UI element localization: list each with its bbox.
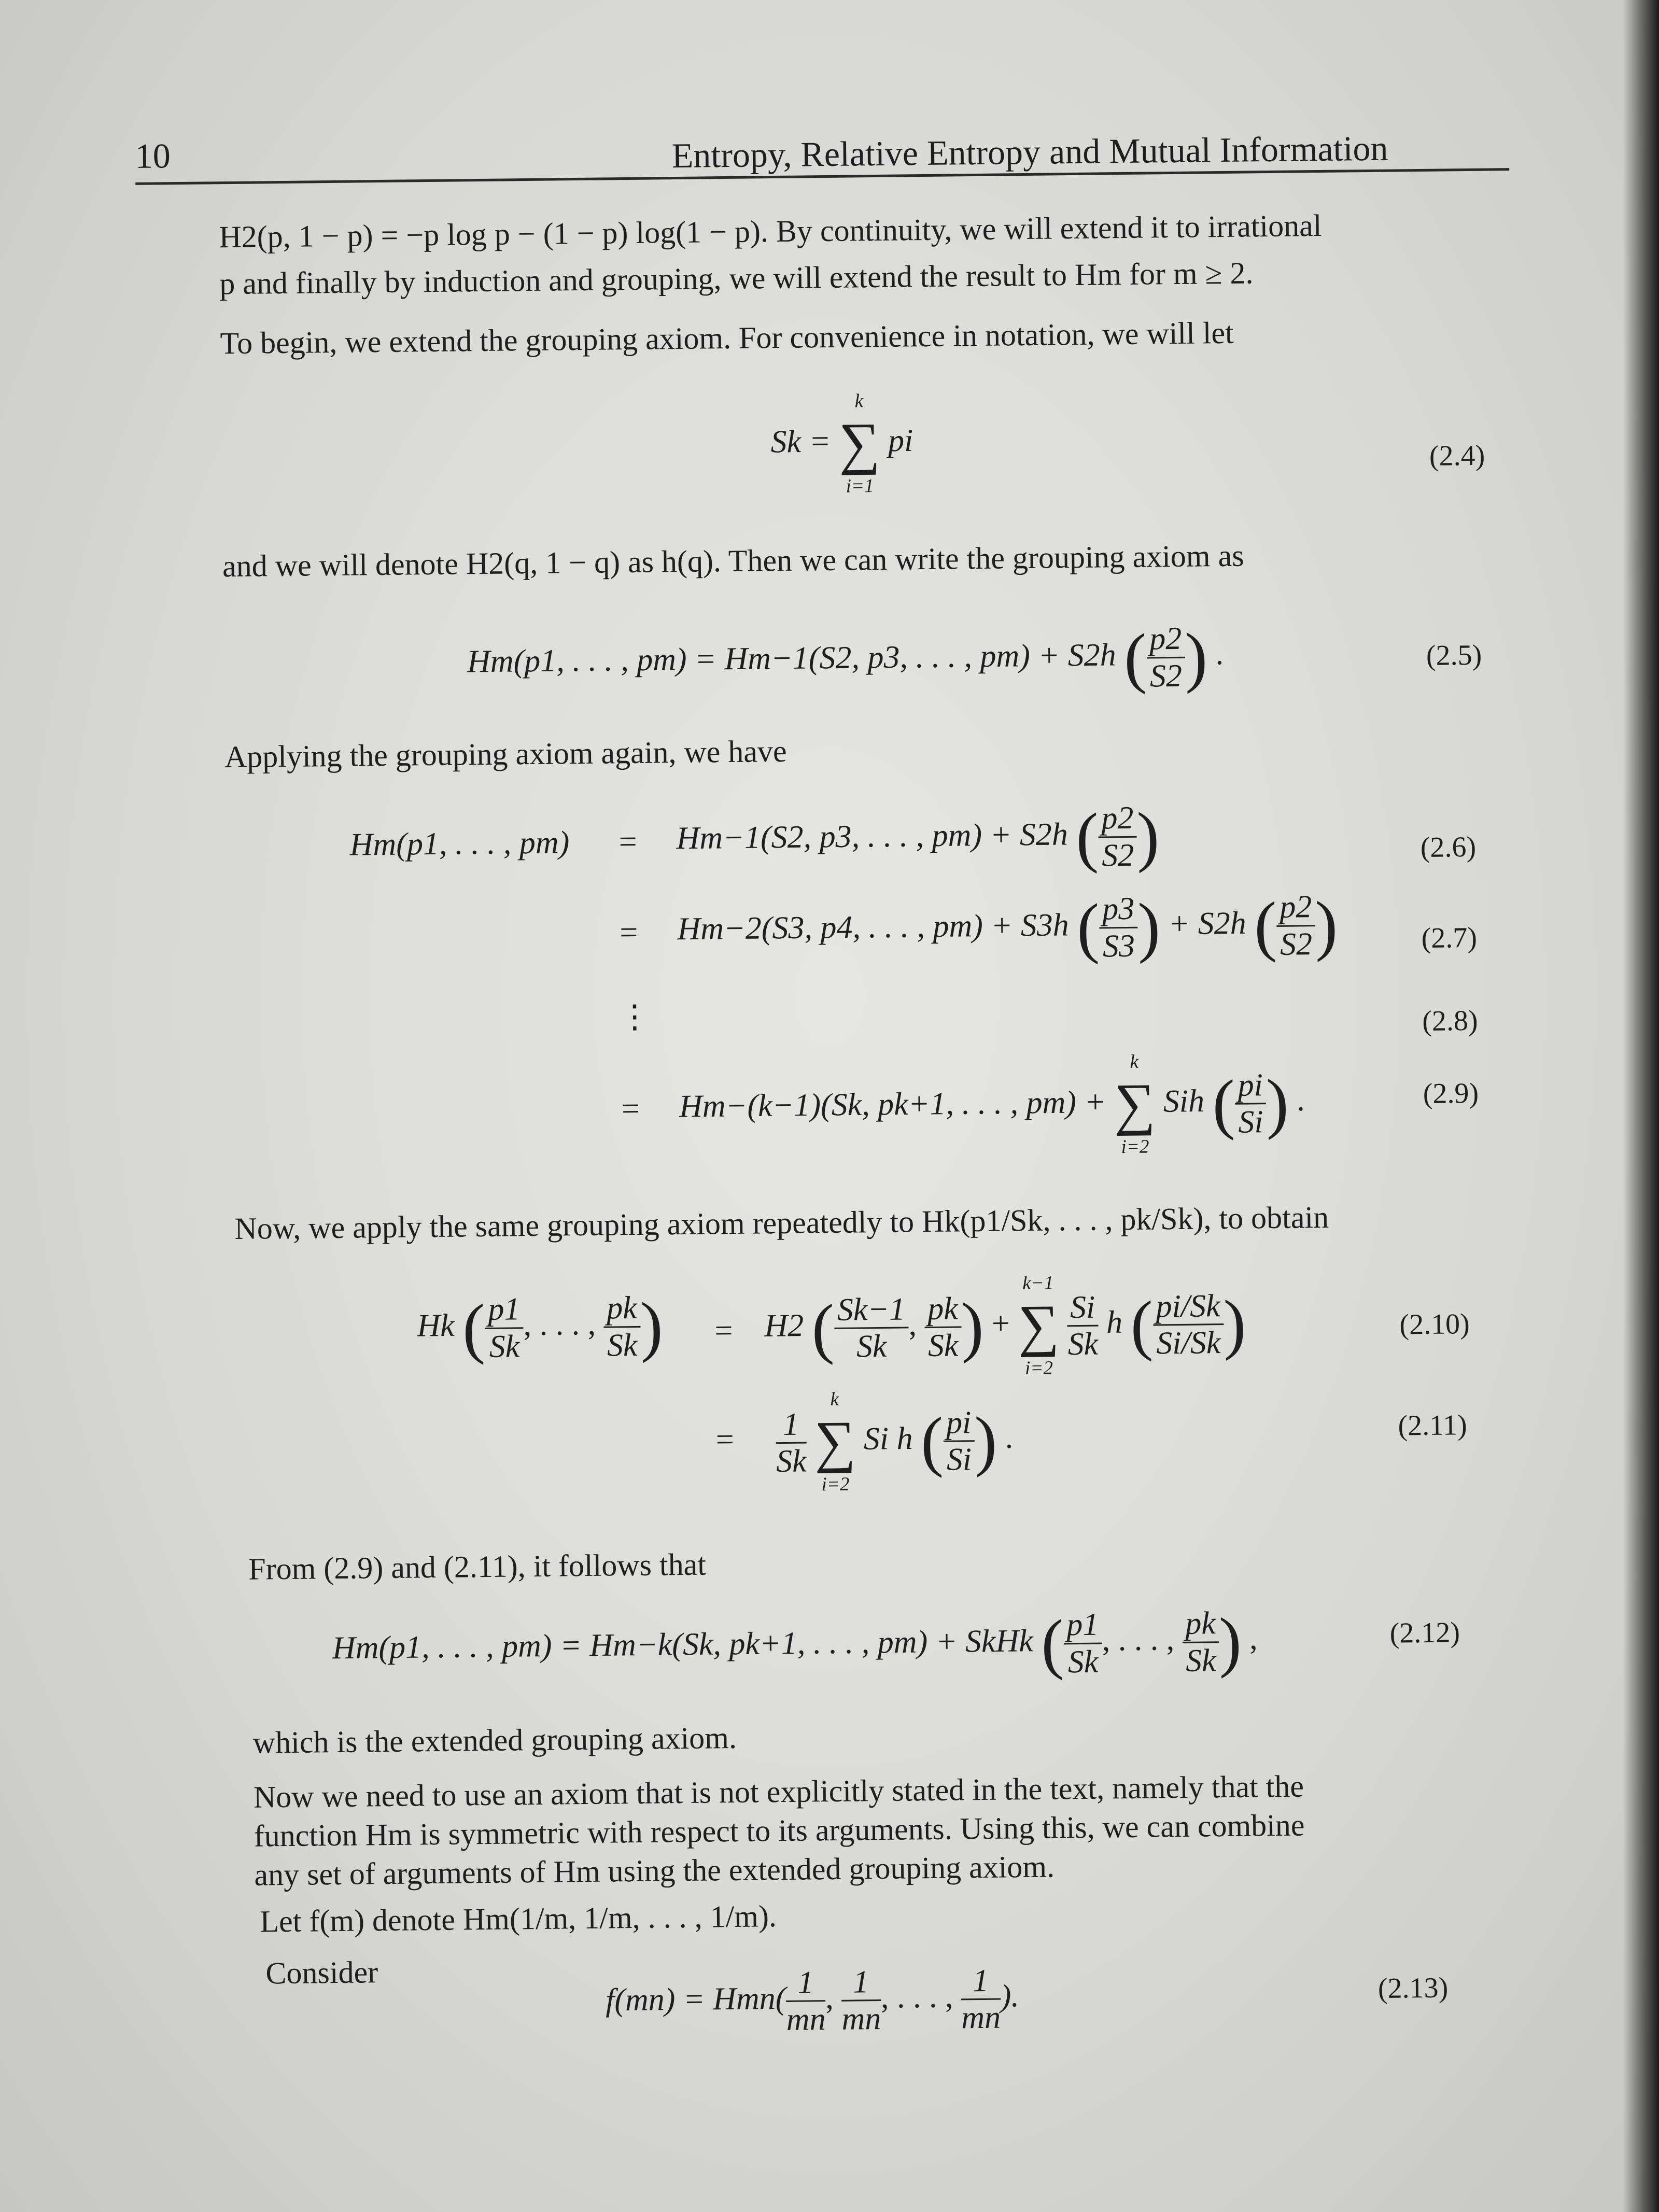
- sum-lower: i=1: [846, 475, 874, 497]
- paragraph-line: p and finally by induction and grouping, we will extend the result to Hm for m ≥ 2.: [219, 256, 1254, 301]
- eq-body: Hm(p1, . . . , pm) = Hm−1(S2, p3, . . . , pm) + S2h: [467, 637, 1117, 680]
- equation-number: (2.10): [1399, 1308, 1470, 1341]
- equation-2-4: [770, 390, 914, 498]
- equals-sign: =: [712, 1313, 735, 1349]
- paragraph-line: Applying the grouping axiom again, we have: [224, 734, 787, 774]
- equation-number: (2.7): [1421, 921, 1478, 955]
- paragraph-line: function Hm is symmetric with respect to its arguments. Using this, we can combine: [254, 1808, 1305, 1853]
- equals-sign: =: [713, 1421, 736, 1458]
- vertical-dots: ⋮: [618, 999, 651, 1035]
- summation: k ∑ i=2: [814, 1388, 856, 1495]
- paragraph-line: any set of arguments of Hm using the extended grouping axiom.: [254, 1849, 1055, 1892]
- equation-2-9: Hm−(k−1)(Sk, pk+1, . . . , pm) + k ∑ i=2 Sih ( $\frac{pi}{Si}$ ) .: [679, 1051, 1305, 1158]
- equation-2-7: Hm−2(S3, p4, . . . , pm) + S3h ( $\frac{p3}{S3}$ ) + S2h ( $\frac{p2}{S2}$ ): [677, 887, 1338, 965]
- equation-2-13: f(mn) = Hmn( $\frac{1}{mn}$ , $\frac{1}{mn}$ , . . . , $\frac{1}{mn}$ ).: [605, 1963, 1020, 2038]
- paragraph-line: and we will denote H2(q, 1 − q) as h(q). Then we can write the grouping axiom as: [222, 538, 1244, 584]
- sigma-icon: ∑: [814, 1410, 856, 1474]
- paragraph-line: From (2.9) and (2.11), it follows that: [248, 1547, 707, 1586]
- equation-number: (2.8): [1422, 1004, 1478, 1038]
- equation-2-12: Hm(p1, . . . , pm) = Hm−k(Sk, pk+1, . . . , pm) + SkHk ( $\frac{p1}{Sk}$ , . . . , $\frac{pk}{Sk}$ ) ,: [332, 1604, 1258, 1681]
- paragraph-line: To begin, we extend the grouping axiom. For convenience in notation, we will let: [220, 315, 1234, 361]
- page-number: 10: [135, 136, 171, 176]
- summation: k−1 ∑ i=2: [1017, 1272, 1060, 1379]
- paragraph-line: Consider: [265, 1955, 378, 1991]
- summation: k ∑ i=2: [1114, 1051, 1156, 1158]
- equation-2-6: Hm−1(S2, p3, . . . , pm) + S2h ( $\frac{p2}{S2}$ ): [676, 799, 1160, 875]
- sum-upper: k: [854, 390, 864, 412]
- paragraph-line: which is the extended grouping axiom.: [252, 1720, 737, 1760]
- paragraph-line: Now, we apply the same grouping axiom repeatedly to Hk(p1/Sk, . . . , pk/Sk), to obtain: [234, 1200, 1329, 1246]
- eq-rhs: pi: [888, 422, 913, 459]
- summation: [838, 391, 881, 497]
- page-edge-shadow: [1623, 0, 1659, 2212]
- equation-number: (2.12): [1389, 1616, 1460, 1650]
- equals-sign: =: [617, 914, 640, 951]
- equation-number: (2.5): [1426, 639, 1482, 672]
- eq-lhs: Sk =: [770, 424, 839, 460]
- equation-2-11: $\frac{1}{Sk}$ k ∑ i=2 Si h ( $\frac{pi}{Si}$ ) .: [776, 1388, 1014, 1495]
- equation-2-6-lhs: Hm(p1, . . . , pm): [349, 825, 570, 863]
- equation-number: (2.6): [1420, 830, 1477, 864]
- sigma-icon: ∑: [838, 411, 881, 476]
- sigma-icon: ∑: [1114, 1072, 1156, 1137]
- equation-2-5: Hm(p1, . . . , pm) = Hm−1(S2, p3, . . . , pm) + S2h ( $\frac{p2}{S2}$ ) .: [467, 619, 1224, 695]
- paragraph-line: Now we need to use an axiom that is not explicitly stated in the text, namely that the: [253, 1769, 1304, 1814]
- equation-number: (2.13): [1377, 1971, 1449, 2005]
- sigma-icon: ∑: [1017, 1293, 1060, 1358]
- equation-number: (2.9): [1423, 1077, 1479, 1110]
- running-title: Entropy, Relative Entropy and Mutual Information: [671, 128, 1388, 176]
- equation-number: (2.4): [1429, 439, 1485, 472]
- paragraph-line: H2(p, 1 − p) = −p log p − (1 − p) log(1 − p). By continuity, we will extend it to irrational: [219, 208, 1322, 255]
- equals-sign: =: [619, 1091, 642, 1127]
- fraction: $\frac{p2}{S2}$: [1146, 621, 1185, 694]
- equals-sign: =: [616, 824, 639, 860]
- equation-number: (2.11): [1398, 1409, 1468, 1442]
- equation-2-10-lhs: Hk ( $\frac{p1}{Sk}$ , . . . , $\frac{pk}{Sk}$ ): [417, 1289, 664, 1366]
- paragraph-line: Let f(m) denote Hm(1/m, 1/m, . . . , 1/m).: [260, 1899, 777, 1939]
- equation-2-10: H2 ( $\frac{Sk-1}{Sk}$ , $\frac{pk}{Sk}$ ) + k−1 ∑ i=2 $\frac{Si}{Sk}$ h ( $\frac{pi/Sk}{Si/Sk}$ ): [764, 1272, 1247, 1379]
